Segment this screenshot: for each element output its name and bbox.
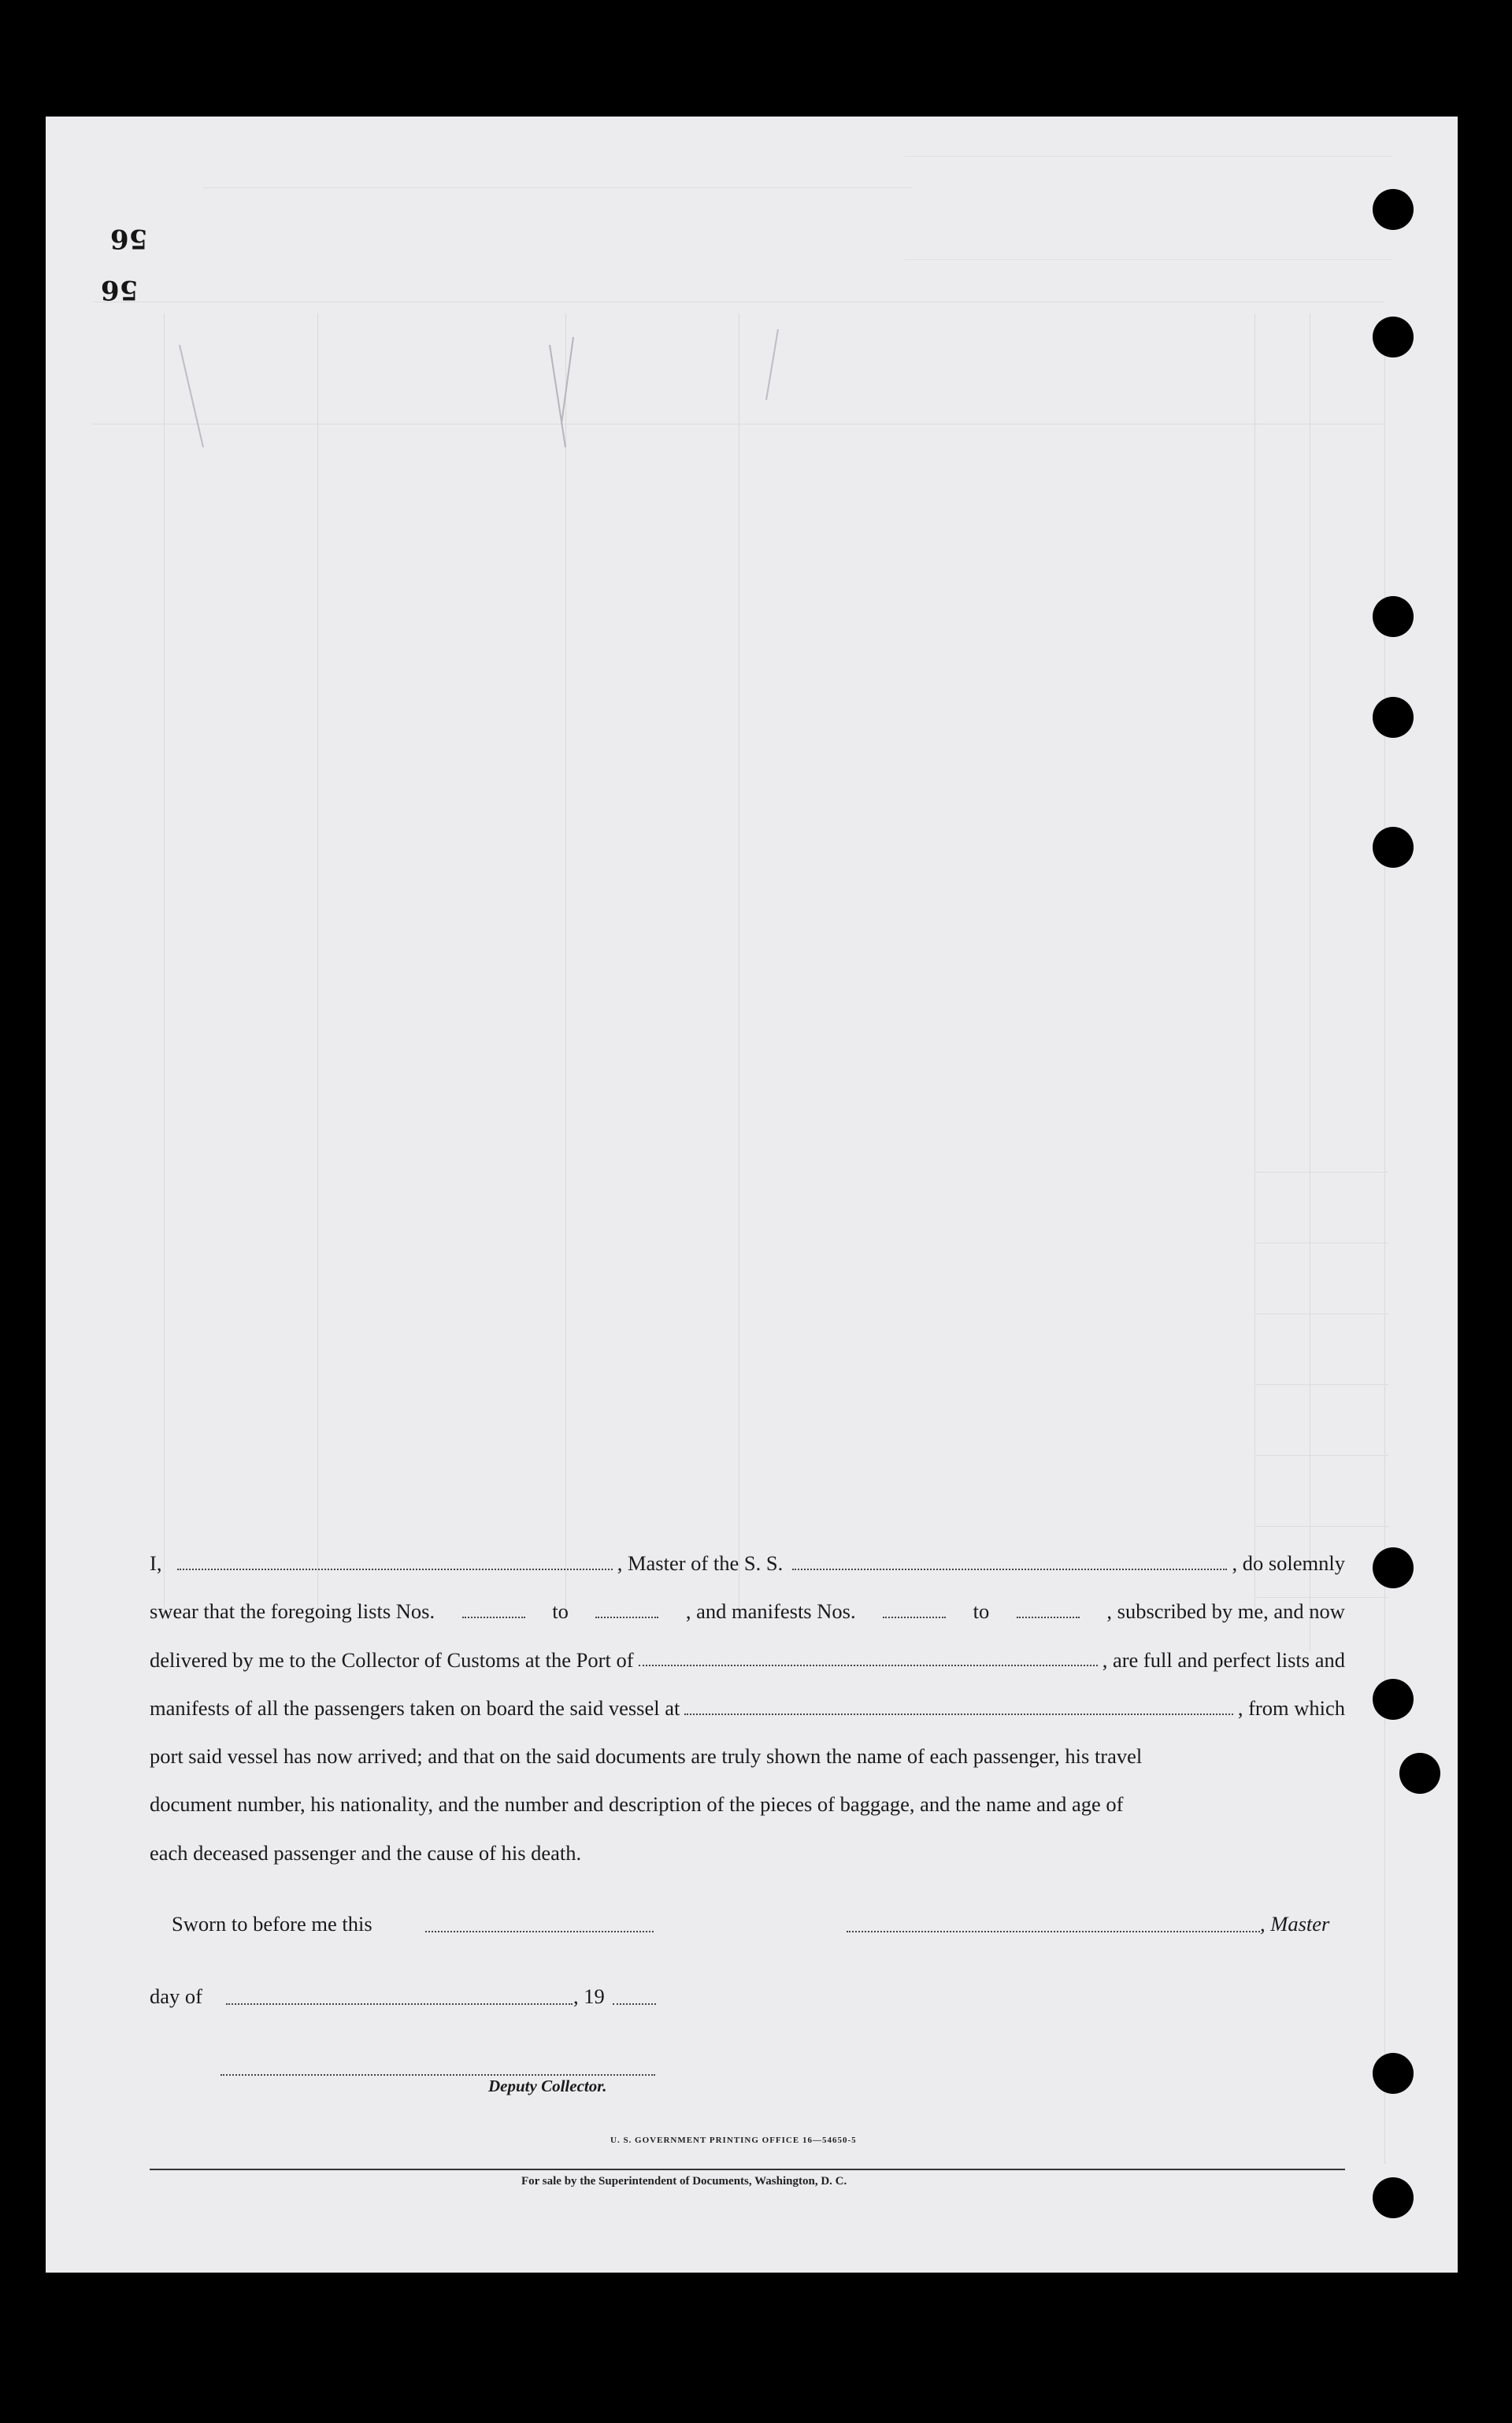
oath-line-3	[150, 1636, 1345, 1684]
faint-row-line	[1254, 1526, 1388, 1527]
punch-hole	[1373, 697, 1414, 738]
bottom-rule	[150, 2169, 1345, 2170]
oath-full-perfect: , are full and perfect lists and	[1102, 1647, 1345, 1672]
faint-column-line	[164, 313, 165, 1613]
oath-text: port said vessel has now arrived; and that on the said documents are truly shown the name of each passenger, his travel	[150, 1744, 1143, 1769]
day-of-label: day of	[150, 1984, 202, 2008]
document-page	[46, 117, 1458, 2273]
faint-row-line	[1254, 1313, 1388, 1314]
faint-stamp-bleed	[904, 156, 1392, 260]
punch-hole	[1373, 1679, 1414, 1720]
manifest-to-blank[interactable]	[1017, 1606, 1080, 1618]
oath-pronoun: I,	[150, 1551, 162, 1575]
oath-line-2	[150, 1588, 1345, 1636]
printer-imprint: U. S. GOVERNMENT PRINTING OFFICE 16—54650-5	[610, 2136, 857, 2145]
faint-column-line	[1254, 313, 1255, 1613]
oath-line-4	[150, 1684, 1345, 1732]
punch-hole	[1373, 189, 1414, 230]
oath-line-1	[150, 1539, 1345, 1588]
page-number-top: 56	[110, 223, 148, 254]
oath-line-5	[150, 1732, 1345, 1780]
oath-vessel-label: manifests of all the passengers taken on board the said vessel at	[150, 1695, 680, 1720]
oath-text: each deceased passenger and the cause of his death.	[150, 1840, 582, 1865]
oath-port-label: delivered by me to the Collector of Customs at the Port of	[150, 1647, 634, 1672]
faint-row-line	[1254, 1384, 1388, 1385]
oath-ship-label: , Master of the S. S.	[617, 1551, 784, 1575]
deputy-signature-blank[interactable]	[220, 2063, 655, 2076]
punch-hole	[1373, 2053, 1414, 2094]
list-from-blank[interactable]	[462, 1606, 525, 1618]
oath-paragraph	[150, 1539, 1345, 1877]
sale-notice: For sale by the Superintendent of Documents, Washington, D. C.	[521, 2175, 847, 2188]
day-of-blank[interactable]	[226, 1992, 573, 2005]
ship-name-blank[interactable]	[792, 1558, 1227, 1570]
oath-line-6	[150, 1780, 1345, 1828]
punch-hole	[1373, 2177, 1414, 2218]
oath-text: document number, his nationality, and the number and description of the pieces of baggage, and the name and age of	[150, 1792, 1124, 1817]
manifest-from-blank[interactable]	[883, 1606, 946, 1618]
sworn-date-blank[interactable]	[425, 1920, 654, 1932]
oath-subscribed: , subscribed by me, and now	[1106, 1599, 1345, 1624]
punch-hole	[1373, 1547, 1414, 1588]
oath-lists-label: swear that the foregoing lists Nos.	[150, 1599, 435, 1624]
faint-row-line	[1254, 1172, 1388, 1173]
sworn-label: Sworn to before me this	[172, 1912, 372, 1936]
punch-hole	[1399, 1753, 1440, 1794]
faint-header-bleed	[203, 187, 912, 220]
oath-from-which: , from which	[1237, 1695, 1345, 1720]
punch-hole	[1373, 317, 1414, 358]
page-number-second: 56	[101, 274, 139, 306]
master-signature-blank[interactable]	[847, 1920, 1260, 1932]
list-to-blank[interactable]	[595, 1606, 658, 1618]
deputy-collector-text: Deputy Collector.	[488, 2077, 607, 2095]
master-name-blank[interactable]	[177, 1558, 612, 1570]
master-label	[1260, 1912, 1329, 1936]
oath-solemnly: , do solemnly	[1232, 1551, 1346, 1575]
port-blank[interactable]	[639, 1654, 1098, 1666]
deputy-collector-label	[488, 2077, 607, 2096]
year-blank[interactable]	[613, 1992, 656, 2005]
faint-row-line	[1254, 1455, 1388, 1456]
pencil-marks	[172, 329, 802, 644]
master-label-text: , Master	[1260, 1912, 1330, 1936]
year-label: , 19	[573, 1984, 605, 2008]
punch-hole	[1373, 596, 1414, 637]
vessel-port-blank[interactable]	[684, 1702, 1233, 1715]
oath-manifests-label: , and manifests Nos.	[685, 1599, 856, 1624]
oath-line-7	[150, 1829, 1345, 1877]
oath-to-1: to	[552, 1599, 569, 1624]
oath-to-2: to	[973, 1599, 990, 1624]
punch-hole	[1373, 827, 1414, 868]
